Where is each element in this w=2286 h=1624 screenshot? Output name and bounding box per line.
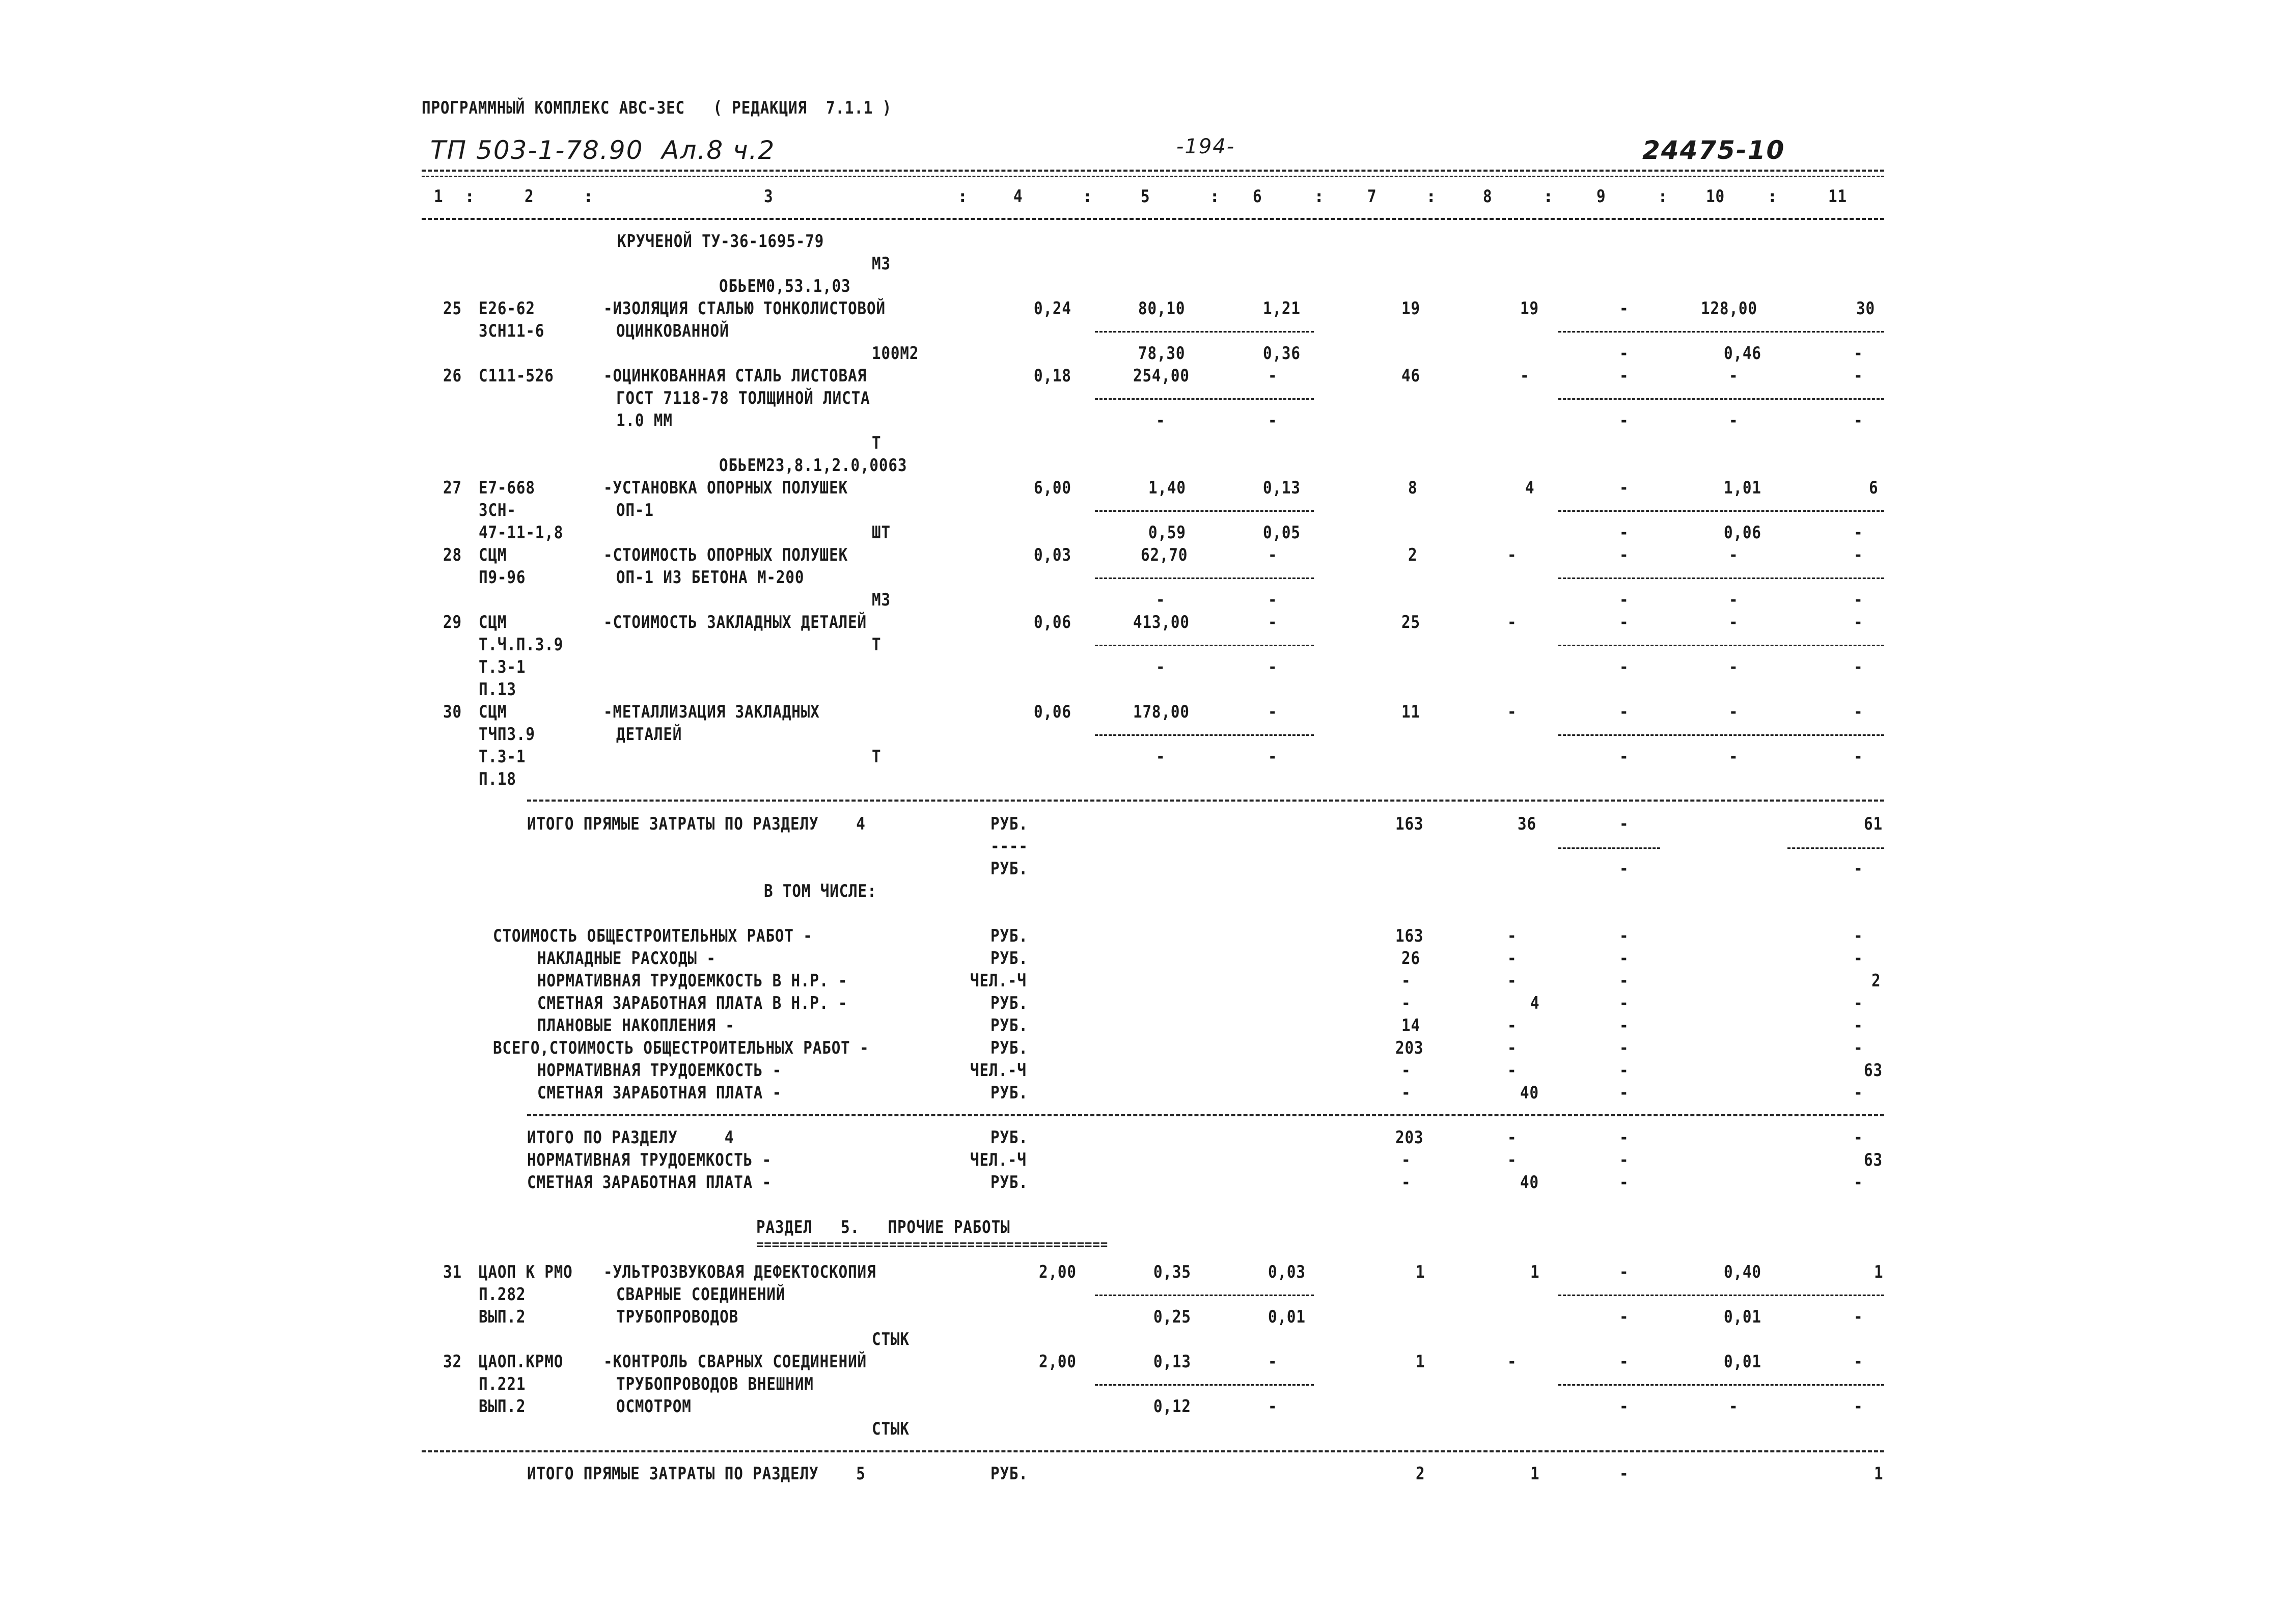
row-code: СЦМ (479, 545, 507, 565)
breakdown-unit: ЧЕЛ.-Ч (970, 971, 1027, 991)
breakdown-c8: - (1507, 971, 1517, 991)
row-code: ЦАОП.КРМО (479, 1352, 564, 1372)
sub-rule (1558, 577, 1884, 579)
row-continued-unit: М3 (872, 254, 891, 274)
cell-c5b: - (1156, 747, 1166, 767)
row-code: Т.3-1 (479, 747, 526, 767)
cell-c6: 0,13 (1263, 478, 1301, 498)
section-total-label: НОРМАТИВНАЯ ТРУДОЕМКОСТЬ - (527, 1150, 772, 1170)
cell-c10: - (1729, 612, 1739, 632)
cell-c5b: 0,25 (1153, 1307, 1191, 1327)
breakdown-unit: ЧЕЛ.-Ч (970, 1060, 1027, 1081)
cell-c9: - (1619, 478, 1629, 498)
breakdown-c7: 26 (1401, 948, 1420, 969)
row-code: СЦМ (479, 612, 507, 632)
section-total-unit: РУБ. (990, 1172, 1028, 1193)
cell-c10b: - (1729, 1396, 1739, 1417)
cell-c9b: - (1619, 343, 1629, 364)
breakdown-c8: - (1507, 1015, 1517, 1036)
cell-c9b: - (1619, 657, 1629, 677)
cell-c4: 0,06 (1034, 612, 1071, 632)
cell-c9: - (1619, 298, 1629, 319)
cell-c9b: - (1619, 410, 1629, 431)
breakdown-c8: - (1507, 948, 1517, 969)
breakdown-c9: - (1619, 1060, 1629, 1081)
breakdown-unit: РУБ. (990, 948, 1028, 969)
row-description: -КОНТРОЛЬ СВАРНЫХ СОЕДИНЕНИЙ (603, 1352, 867, 1372)
sub-rule (1095, 398, 1314, 400)
section-rule (527, 800, 1884, 802)
estimate-page: ПРОГРАММНЫЙ КОМПЛЕКС АВС-3ЕС ( РЕДАКЦИЯ 7.1.1 ) ТП 503-1-78.90 Ал.8 ч.2 -194- 24475-10 1 : 2 : 3 : 4 : 5 : 6 : 7 : 8 : 9 : 10 : 11 КРУЧЕНОЙ ТУ-36-1695-79 М3 ОБЬЕМ0,53.1,03 25 Е26-62 ЗСН11-6 -ИЗОЛЯЦИЯ СТАЛЬЮ ТОНКОЛИСТОВОЙ ОЦИНКОВАННОЙ 0,24 80,10 1,21 19 19 - 128,00 30 100М2 78,30 0,36 - 0,46 - 26 С111-526 -ОЦИНКОВАННАЯ СТАЛЬ ЛИСТОВАЯ ГОСТ 7118-78 ТОЛЩИНОЙ ЛИСТА 1.0 ММ 0,18 254,00 - 46 - - - - - - - - - Т ОБЬЕМ23,8.1,2.0,0063 27 Е7-668 ЗСН- 47-11-1,8 -УСТАНОВКА ОПОРНЫХ ПОЛУШЕК ОП-1 6,00 1,40 0,13 8 4 - 1,01 6 ШТ 0,59 0,05 - 0,06 - 28 СЦМ П9-96 -СТОИМОСТЬ ОПОРНЫХ ПОЛУШЕК ОП-1 ИЗ БЕТОНА М-200 0,03 62,70 - 2 - - - - М3 - - - - - 29 СЦМ Т.Ч.П.3.9 Т.3-1 П.13 -СТОИМОСТЬ ЗАКЛАДНЫХ ДЕТАЛЕЙ Т 0,06 413,00 - 25 - - - - - - - - - 30 СЦМ ТЧП3.9 Т.3-1 П.18 -МЕТАЛЛИЗАЦИЯ ЗАКЛАДНЫХ ДЕТАЛЕЙ Т 0,06 178,00 - 11 - - - - - - - - - ИТОГО ПРЯМЫЕ ЗАТРАТЫ ПО РАЗДЕЛУ 4 РУБ. 163 36 - 61 ---- РУБ. - - В ТОМ ЧИСЛЕ: СТОИМОСТЬ ОБЩЕСТРОИТЕЛЬНЫХ РАБОТ - РУБ. 163 - - - НАКЛАДНЫЕ РАСХОДЫ - РУБ. 26 - - - НОРМАТИВНАЯ ТРУДОЕМКОСТЬ В Н.Р. - ЧЕЛ.-Ч - - - 2 СМЕТНАЯ ЗАРАБОТНАЯ ПЛАТА В Н.Р. - РУБ. - 4 - - ПЛАНОВЫЕ НАКОПЛЕНИЯ - РУБ. 14 - - - ВСЕГО,СТОИМОСТЬ ОБЩЕСТРОИТЕЛЬНЫХ РАБОТ - РУБ. 203 - - - НОРМАТИВНАЯ ТРУДОЕМКОСТЬ - ЧЕЛ.-Ч - - - 63 СМЕТНАЯ ЗАРАБОТНАЯ ПЛАТА - РУБ. - 40 - - ИТОГО ПО РАЗДЕЛУ 4 РУБ. 203 - - - НОРМАТИВНАЯ ТРУДОЕМКОСТЬ - ЧЕЛ.-Ч - - - 63 СМЕТНАЯ ЗАРАБОТНАЯ ПЛАТА - РУБ. - 40 - - РАЗДЕЛ 5. ПРОЧИЕ РАБОТЫ ============================================= 31 ЦАОП К РМО П.282 ВЫП.2 -УЛЬТРОЗВУКОВАЯ ДЕФЕКТОСКОПИЯ СВАРНЫЕ СОЕДИНЕНИЙ ТРУБОПРОВОДОВ 2,00 0,35 0,03 1 1 - 0,40 1 0,25 0,01 - 0,01 - СТЫК 32 ЦАОП.КРМО П.221 ВЫП.2 -КОНТРОЛЬ СВАРНЫХ СОЕДИНЕНИЙ ТРУБОПРОВОДОВ ВНЕШНИМ ОСМОТРОМ 2,00 0,13 - 1 - - 0,01 - 0,12 - - - - СТЫК ИТОГО ПРЯМЫЕ ЗАТРАТЫ ПО РАЗДЕЛУ 5 РУБ. 2 1 - 1 (422, 98, 1884, 1484)
breakdown-c11: 2 (1871, 971, 1881, 991)
cell-c4: 6,00 (1034, 478, 1071, 498)
row-number: 31 (443, 1262, 462, 1282)
cell-c9b: - (1619, 1307, 1629, 1327)
cell-c11: 30 (1856, 298, 1875, 319)
row-number: 26 (443, 366, 462, 386)
cell-c6: 0,03 (1268, 1262, 1306, 1282)
breakdown-c9: - (1619, 993, 1629, 1013)
breakdown-c7: 14 (1401, 1015, 1420, 1036)
sub-rule (1558, 331, 1884, 333)
breakdown-label: ПЛАНОВЫЕ НАКОПЛЕНИЯ - (537, 1015, 735, 1036)
row-description: ОСМОТРОМ (616, 1396, 692, 1417)
cell-c6: - (1268, 366, 1278, 386)
breakdown-c11: - (1854, 1015, 1863, 1036)
row-description: -УЛЬТРОЗВУКОВАЯ ДЕФЕКТОСКОПИЯ (603, 1262, 876, 1282)
cell-c10b: - (1729, 410, 1739, 431)
row-description: -ИЗОЛЯЦИЯ СТАЛЬЮ ТОНКОЛИСТОВОЙ (603, 298, 886, 319)
breakdown-c9: - (1619, 1038, 1629, 1058)
section-total-unit: ЧЕЛ.-Ч (970, 1150, 1027, 1170)
sub-rule (1095, 1384, 1314, 1386)
col-3: 3 (764, 186, 774, 207)
totals-c9: - (1619, 1464, 1629, 1484)
section-rule (527, 1114, 1884, 1116)
totals-c7: 2 (1416, 1464, 1425, 1484)
col-10: 10 (1706, 186, 1725, 207)
cell-c7: 1 (1416, 1262, 1425, 1282)
breakdown-c11: 63 (1864, 1060, 1883, 1081)
row-unit: ШТ (872, 522, 891, 543)
col-1: 1 (434, 186, 444, 207)
sub-rule (1558, 847, 1660, 849)
cell-c10b: - (1729, 747, 1739, 767)
cell-c6: - (1268, 545, 1278, 565)
section-total-c8: - (1507, 1127, 1517, 1148)
row-code: Е26-62 (479, 298, 535, 319)
cell-c9b: - (1619, 522, 1629, 543)
row-unit: Т (872, 433, 882, 453)
col-6: 6 (1253, 186, 1262, 207)
cell-c8: 19 (1520, 298, 1539, 319)
cell-c10: - (1729, 366, 1739, 386)
sub-rule (1095, 331, 1314, 333)
section-total-c11: - (1854, 1172, 1863, 1193)
breakdown-c9: - (1619, 926, 1629, 946)
cell-c8: - (1507, 702, 1517, 722)
section-total-c9: - (1619, 1150, 1629, 1170)
cell-c10b: 0,06 (1724, 522, 1761, 543)
row-code: ТЧП3.9 (479, 724, 535, 745)
cell-c11: - (1854, 612, 1863, 632)
col-8: 8 (1483, 186, 1493, 207)
breakdown-label: СТОИМОСТЬ ОБЩЕСТРОИТЕЛЬНЫХ РАБОТ - (493, 926, 813, 946)
cell-c6b: - (1268, 410, 1278, 431)
cell-c11: 1 (1874, 1262, 1884, 1282)
cell-c5: 254,00 (1133, 366, 1190, 386)
col-5: 5 (1141, 186, 1150, 207)
row-code: С111-526 (479, 366, 554, 386)
cell-c8: - (1520, 366, 1530, 386)
row-number: 32 (443, 1352, 462, 1372)
breakdown-c9: - (1619, 948, 1629, 969)
section-total-c11: - (1854, 1127, 1863, 1148)
cell-c9: - (1619, 1262, 1629, 1282)
cell-c10b: 0,46 (1724, 343, 1761, 364)
totals-label: ИТОГО ПРЯМЫЕ ЗАТРАТЫ ПО РАЗДЕЛУ 4 (527, 814, 866, 834)
row-unit: Т (872, 747, 882, 767)
col-9: 9 (1596, 186, 1606, 207)
row-code: ЦАОП К РМО (479, 1262, 573, 1282)
totals-c9: - (1619, 814, 1629, 834)
cell-c6: 1,21 (1263, 298, 1301, 319)
totals-c8: 36 (1518, 814, 1536, 834)
totals-c9b: - (1619, 859, 1629, 879)
section-total-label: ИТОГО ПО РАЗДЕЛУ 4 (527, 1127, 734, 1148)
totals-c8: 1 (1530, 1464, 1540, 1484)
archive-number: 24475-10 (1642, 135, 1785, 165)
row-code: ВЫП.2 (479, 1307, 526, 1327)
row-number: 27 (443, 478, 462, 498)
section-total-c8: - (1507, 1150, 1517, 1170)
cell-c7: 19 (1401, 298, 1420, 319)
breakdown-c8: 4 (1530, 993, 1540, 1013)
cell-c6b: - (1268, 747, 1278, 767)
row-description: -СТОИМОСТЬ ОПОРНЫХ ПОЛУШЕК (603, 545, 848, 565)
cell-c5b: 0,12 (1153, 1396, 1191, 1417)
row-number: 30 (443, 702, 462, 722)
cell-c11b: - (1854, 1396, 1863, 1417)
cell-c9: - (1619, 545, 1629, 565)
row-description: -УСТАНОВКА ОПОРНЫХ ПОЛУШЕК (603, 478, 848, 498)
sub-rule (1558, 398, 1884, 400)
section-total-c9: - (1619, 1127, 1629, 1148)
cell-c10: 0,01 (1724, 1352, 1761, 1372)
breakdown-label: СМЕТНАЯ ЗАРАБОТНАЯ ПЛАТА - (537, 1083, 782, 1103)
row-code: СЦМ (479, 702, 507, 722)
row-description: -ОЦИНКОВАННАЯ СТАЛЬ ЛИСТОВАЯ (603, 366, 867, 386)
breakdown-c7: - (1401, 993, 1411, 1013)
cell-c11b: - (1854, 657, 1863, 677)
breakdown-c8: - (1507, 1060, 1517, 1081)
section-total-c11: 63 (1864, 1150, 1883, 1170)
row-code: Т.Ч.П.3.9 (479, 635, 564, 655)
cell-c6b: - (1268, 657, 1278, 677)
breakdown-c11: - (1854, 993, 1863, 1013)
cell-c11b: - (1854, 1307, 1863, 1327)
sub-rule (1558, 734, 1884, 736)
header-rule-2 (422, 176, 1884, 177)
row-description: ОЦИНКОВАННОЙ (616, 321, 729, 341)
cell-c5b: 0,59 (1148, 522, 1186, 543)
sub-rule (1095, 1295, 1314, 1296)
cell-c9: - (1619, 702, 1629, 722)
breakdown-unit: РУБ. (990, 926, 1028, 946)
totals-c11b: - (1854, 859, 1863, 879)
row-code: П.13 (479, 679, 516, 700)
section-total-c9: - (1619, 1172, 1629, 1193)
cell-c6b: 0,01 (1268, 1307, 1306, 1327)
cell-c6: - (1268, 1352, 1278, 1372)
section-rule (422, 1450, 1884, 1452)
cell-c10: 1,01 (1724, 478, 1761, 498)
page-number: -194- (1176, 135, 1235, 158)
row-code: ЗСН11-6 (479, 321, 545, 341)
row-description: 1.0 ММ (616, 410, 673, 431)
cell-c8: - (1507, 1352, 1517, 1372)
cell-c9b: - (1619, 747, 1629, 767)
row-code: Т.3-1 (479, 657, 526, 677)
breakdown-unit: РУБ. (990, 1038, 1028, 1058)
cell-c5: 178,00 (1133, 702, 1190, 722)
section-total-c8: 40 (1520, 1172, 1539, 1193)
cell-c9: - (1619, 612, 1629, 632)
row-formula: ОБЬЕМ23,8.1,2.0,0063 (719, 455, 907, 476)
cell-c5: 80,10 (1138, 298, 1186, 319)
cell-c6b: - (1268, 1396, 1278, 1417)
breakdown-label: СМЕТНАЯ ЗАРАБОТНАЯ ПЛАТА В Н.Р. - (537, 993, 848, 1013)
totals-label: ИТОГО ПРЯМЫЕ ЗАТРАТЫ ПО РАЗДЕЛУ 5 (527, 1464, 866, 1484)
breakdown-c7: - (1401, 1060, 1411, 1081)
cell-c5: 62,70 (1141, 545, 1188, 565)
row-code: 47-11-1,8 (479, 522, 564, 543)
cell-c9: - (1619, 1352, 1629, 1372)
cell-c7: 25 (1401, 612, 1420, 632)
header-rule (422, 170, 1884, 172)
row-code: П.221 (479, 1374, 526, 1394)
breakdown-unit: РУБ. (990, 1015, 1028, 1036)
sub-rule (1558, 1295, 1884, 1296)
sub-rule (1787, 847, 1884, 849)
cell-c5b: - (1156, 657, 1166, 677)
section-total-c7: 203 (1395, 1127, 1424, 1148)
row-code: ЗСН- (479, 500, 516, 520)
breakdown-c8: - (1507, 926, 1517, 946)
cell-c10: 128,00 (1701, 298, 1757, 319)
row-unit: М3 (872, 590, 891, 610)
row-unit: СТЫК (872, 1419, 910, 1439)
cell-c8: - (1507, 545, 1517, 565)
cell-c7: 11 (1401, 702, 1420, 722)
cell-c5: 1,40 (1148, 478, 1186, 498)
cell-c10: - (1729, 545, 1739, 565)
cell-c11b: - (1854, 747, 1863, 767)
cell-c6b: 0,36 (1263, 343, 1301, 364)
col-7: 7 (1367, 186, 1377, 207)
breakdown-c9: - (1619, 1083, 1629, 1103)
row-description: -СТОИМОСТЬ ЗАКЛАДНЫХ ДЕТАЛЕЙ (603, 612, 867, 632)
breakdown-c7: - (1401, 1083, 1411, 1103)
breakdown-c8: - (1507, 1038, 1517, 1058)
cell-c4: 0,24 (1034, 298, 1071, 319)
cell-c10: 0,40 (1724, 1262, 1761, 1282)
row-description: ОП-1 (616, 500, 654, 520)
cell-c11b: - (1854, 410, 1863, 431)
totals-unit-2: РУБ. (990, 859, 1028, 879)
sub-rule (1095, 734, 1314, 736)
cell-c7: 1 (1416, 1352, 1425, 1372)
section-total-c7: - (1401, 1150, 1411, 1170)
cell-c7: 46 (1401, 366, 1420, 386)
cell-c6: - (1268, 702, 1278, 722)
sub-rule (1095, 645, 1314, 646)
totals-c11: 1 (1874, 1464, 1884, 1484)
col-2: 2 (525, 186, 534, 207)
breakdown-c8: 40 (1520, 1083, 1539, 1103)
including-heading: В ТОМ ЧИСЛЕ: (764, 881, 877, 901)
section-total-c7: - (1401, 1172, 1411, 1193)
row-code: П.282 (479, 1284, 526, 1305)
sub-rule (1558, 510, 1884, 512)
breakdown-c11: - (1854, 1083, 1863, 1103)
row-description: ОП-1 ИЗ БЕТОНА М-200 (616, 567, 805, 588)
cell-c11: - (1854, 545, 1863, 565)
cell-c11: - (1854, 1352, 1863, 1372)
breakdown-label: НОРМАТИВНАЯ ТРУДОЕМКОСТЬ В Н.Р. - (537, 971, 848, 991)
doc-code: ТП 503-1-78.90 Ал.8 ч.2 (430, 135, 776, 165)
cell-c5: 0,35 (1153, 1262, 1191, 1282)
cell-c10: - (1729, 702, 1739, 722)
breakdown-label: ВСЕГО,СТОИМОСТЬ ОБЩЕСТРОИТЕЛЬНЫХ РАБОТ - (493, 1038, 869, 1058)
totals-unit-dash: ---- (990, 836, 1028, 857)
row-code: П.18 (479, 769, 516, 789)
cell-c11b: - (1854, 522, 1863, 543)
cell-c8: 1 (1530, 1262, 1540, 1282)
cell-c10b: 0,01 (1724, 1307, 1761, 1327)
cell-c4: 2,00 (1039, 1352, 1077, 1372)
cell-c6b: 0,05 (1263, 522, 1301, 543)
row-continued-desc: КРУЧЕНОЙ ТУ-36-1695-79 (617, 231, 824, 252)
row-description: ТРУБОПРОВОДОВ ВНЕШНИМ (616, 1374, 814, 1394)
col-11: 11 (1828, 186, 1847, 207)
cell-c5: 0,13 (1153, 1352, 1191, 1372)
row-description: СВАРНЫЕ СОЕДИНЕНИЙ (616, 1284, 786, 1305)
breakdown-c7: - (1401, 971, 1411, 991)
breakdown-c11: - (1854, 1038, 1863, 1058)
totals-c7: 163 (1395, 814, 1424, 834)
sub-rule (1095, 510, 1314, 512)
row-code: ВЫП.2 (479, 1396, 526, 1417)
section-total-unit: РУБ. (990, 1127, 1028, 1148)
totals-c11: 61 (1864, 814, 1883, 834)
breakdown-c11: - (1854, 926, 1863, 946)
row-description: ТРУБОПРОВОДОВ (616, 1307, 739, 1327)
row-description: -МЕТАЛЛИЗАЦИЯ ЗАКЛАДНЫХ (603, 702, 820, 722)
row-formula: ОБЬЕМ0,53.1,03 (719, 276, 851, 296)
sub-rule (1095, 577, 1314, 579)
cell-c8: - (1507, 612, 1517, 632)
cell-c4: 0,06 (1034, 702, 1071, 722)
row-unit: СТЫК (872, 1329, 910, 1350)
row-number: 29 (443, 612, 462, 632)
breakdown-c7: 203 (1395, 1038, 1424, 1058)
cell-c5: 413,00 (1133, 612, 1190, 632)
cell-c9b: - (1619, 590, 1629, 610)
program-line: ПРОГРАММНЫЙ КОМПЛЕКС АВС-3ЕС ( РЕДАКЦИЯ 7.1.1 ) (422, 98, 892, 118)
section-total-label: СМЕТНАЯ ЗАРАБОТНАЯ ПЛАТА - (527, 1172, 772, 1193)
breakdown-label: НОРМАТИВНАЯ ТРУДОЕМКОСТЬ - (537, 1060, 782, 1081)
breakdown-c11: - (1854, 948, 1863, 969)
section-title: РАЗДЕЛ 5. ПРОЧИЕ РАБОТЫ (756, 1217, 1010, 1237)
cell-c5b: 78,30 (1138, 343, 1186, 364)
sub-rule (1558, 1384, 1884, 1386)
cell-c6b: - (1268, 590, 1278, 610)
row-number: 25 (443, 298, 462, 319)
cell-c5b: - (1156, 590, 1166, 610)
sub-rule (1558, 645, 1884, 646)
column-header-rule (422, 218, 1884, 220)
breakdown-label: НАКЛАДНЫЕ РАСХОДЫ - (537, 948, 716, 969)
row-number: 28 (443, 545, 462, 565)
cell-c11: - (1854, 702, 1863, 722)
totals-unit: РУБ. (990, 814, 1028, 834)
cell-c11b: - (1854, 343, 1863, 364)
breakdown-unit: РУБ. (990, 1083, 1028, 1103)
cell-c5b: - (1156, 410, 1166, 431)
cell-c4: 0,18 (1034, 366, 1071, 386)
breakdown-c9: - (1619, 971, 1629, 991)
row-unit: 100М2 (872, 343, 919, 364)
cell-c4: 0,03 (1034, 545, 1071, 565)
cell-c10b: - (1729, 657, 1739, 677)
row-unit: Т (872, 635, 882, 655)
totals-unit: РУБ. (990, 1464, 1028, 1484)
col-4: 4 (1013, 186, 1023, 207)
row-code: Е7-668 (479, 478, 535, 498)
cell-c11: 6 (1869, 478, 1879, 498)
cell-c8: 4 (1525, 478, 1535, 498)
cell-c4: 2,00 (1039, 1262, 1077, 1282)
breakdown-unit: РУБ. (990, 993, 1028, 1013)
cell-c10b: - (1729, 590, 1739, 610)
cell-c6: - (1268, 612, 1278, 632)
cell-c7: 8 (1408, 478, 1418, 498)
cell-c11b: - (1854, 590, 1863, 610)
cell-c11: - (1854, 366, 1863, 386)
row-description: ДЕТАЛЕЙ (616, 724, 682, 745)
breakdown-c7: 163 (1395, 926, 1424, 946)
section-title-underline: ============================================= (756, 1236, 1109, 1253)
cell-c7: 2 (1408, 545, 1418, 565)
row-description: ГОСТ 7118-78 ТОЛЩИНОЙ ЛИСТА (616, 388, 870, 408)
row-code: П9-96 (479, 567, 526, 588)
breakdown-c9: - (1619, 1015, 1629, 1036)
cell-c9b: - (1619, 1396, 1629, 1417)
cell-c9: - (1619, 366, 1629, 386)
